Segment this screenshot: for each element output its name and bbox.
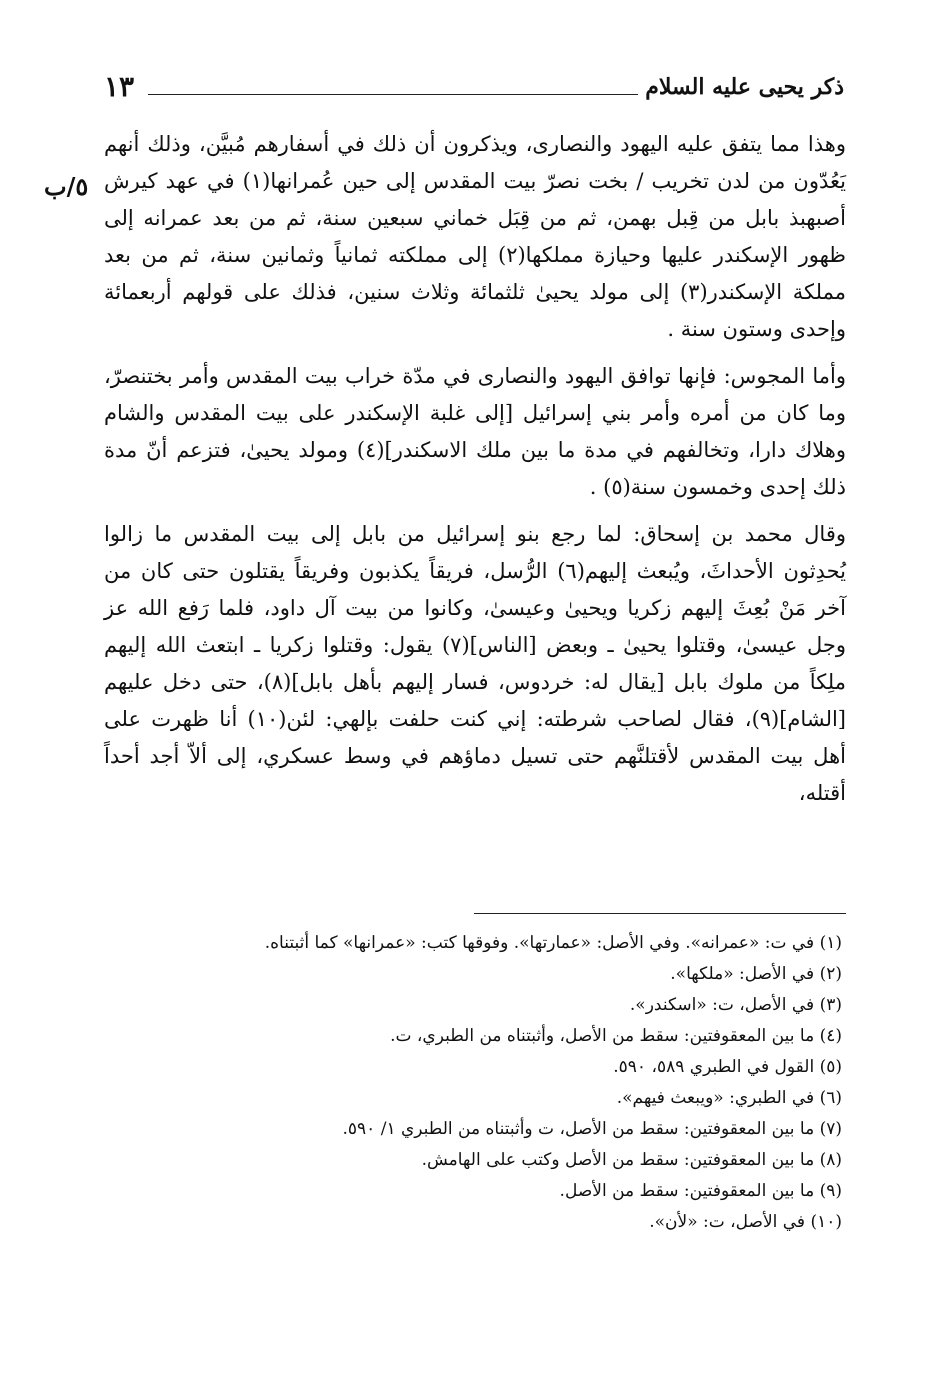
page-header bbox=[104, 70, 844, 110]
footnote-8: (٨) ما بين المعقوفتين: سقط من الأصل وكتب على الهامش. bbox=[421, 1150, 842, 1170]
footnote-1: (١) في ت: «عمرانه». وفي الأصل: «عمارتها». وفوقها كتب: «عمرانها» كما أثبتناه. bbox=[264, 933, 842, 953]
page-number: ١٣ bbox=[104, 70, 135, 103]
paragraph-3: وقال محمد بن إسحاق: لما رجع بنو إسرائيل من بابل إلى بيت المقدس ما زالوا يُحدِثون الأحداثَ، ويُبعث إليهم(٦) الرُّسل، فريقاً يكذبون وفريقاً يقتلون حتى كان من آخر مَنْ بُعِثَ إليهم زكريا ويحيىٰ وعيسىٰ، وكانوا من بيت آل داود، فلما رَفع الله عز وجل عيسىٰ، وقتلوا يحيىٰ ـ وبعض [الناس](٧) يقول: وقتلوا زكريا ـ ابتعث الله إليهم ملِكاً من ملوك بابل [يقال له: خردوس، فسار إليهم بأهل بابل](٨)، حتى دخل عليهم [الشام](٩)، فقال لصاحب شرطته: إني كنت حلفت بإلهي: لئن(١٠) أنا ظهرت على أهل بيت المقدس لأقتلنَّهم حتى تسيل دماؤهم في وسط عسكري، إلى ألاّ أجد أحداً أقتله، bbox=[104, 522, 847, 805]
paragraph-1: وهذا مما يتفق عليه اليهود والنصارى، ويذكرون أن ذلك في أسفارهم مُبيَّن، وذلك أنهم يَعُدّون من لدن تخريب / بخت نصرّ بيت المقدس إلى حين عُمرانها(١) في عهد كيرش أصبهبذ بابل من قِبل بهمن، ثم من قِبَل خماني سبعين سنة، ثم من بعد عمرانه إلى ظهور الإسكندر عليها وحيازة مملكها(٢) إلى مملكته ثمانياً وثمانين سنة، ثم من بعد مملكة الإسكندر(٣) إلى مولد يحيىٰ ثلثمائة وثلاث سنين، فذلك على قولهم أربعمائة وإحدى وستون سنة . bbox=[104, 132, 847, 341]
paragraph-2: وأما المجوس: فإنها توافق اليهود والنصارى في مدّة خراب بيت المقدس وأمر بختنصرّ، وما كان من أمره وأمر بني إسرائيل [إلى غلبة الإسكندر على بيت المقدس والشام وهلاك دارا، وتخالفهم في مدة ما بين ملك الاسكندر](٤) ومولد يحيىٰ، فتزعم أنّ مدة ذلك إحدى وخمسون سنة(٥) . bbox=[104, 364, 846, 499]
footnote-2: (٢) في الأصل: «ملكها». bbox=[670, 964, 842, 984]
footnote-5: (٥) القول في الطبري ٥٨٩، ٥٩٠. bbox=[613, 1057, 842, 1077]
margin-folio-note: ٥/ب bbox=[44, 172, 89, 201]
footnote-7: (٧) ما بين المعقوفتين: سقط من الأصل، ت وأثبتناه من الطبري ١/ ٥٩٠. bbox=[342, 1119, 842, 1139]
footnote-6: (٦) في الطبري: «ويبعث فيهم». bbox=[616, 1088, 842, 1108]
footnotes bbox=[104, 928, 846, 1238]
footnote-3: (٣) في الأصل، ت: «اسكندر». bbox=[629, 995, 842, 1015]
footnote-4: (٤) ما بين المعقوفتين: سقط من الأصل، وأثبتناه من الطبري، ت. bbox=[390, 1026, 842, 1046]
footnote-10: (١٠) في الأصل، ت: «لأن». bbox=[649, 1212, 842, 1232]
footnote-divider bbox=[474, 913, 846, 914]
main-text bbox=[104, 126, 846, 812]
footnote-9: (٩) ما بين المعقوفتين: سقط من الأصل. bbox=[559, 1181, 842, 1201]
running-title: ذكر يحيى عليه السلام bbox=[645, 74, 844, 100]
header-rule bbox=[148, 94, 638, 95]
